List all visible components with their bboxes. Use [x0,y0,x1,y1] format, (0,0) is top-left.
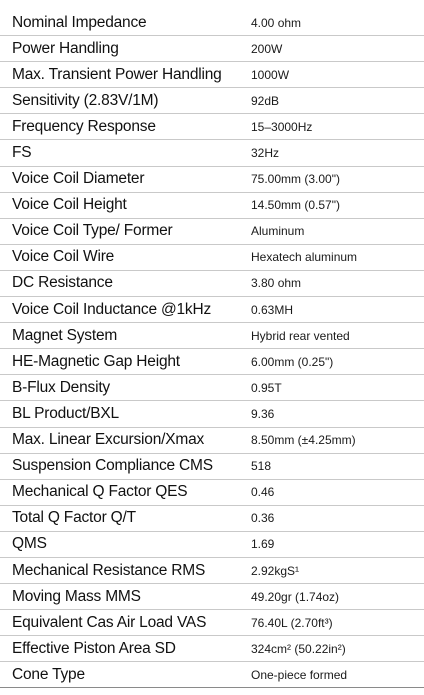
spec-label: Cone Type [12,665,85,683]
spec-value: Aluminum [251,224,305,239]
spec-value: 0.63MH [251,302,294,317]
spec-value: 14.50mm (0.57") [251,198,340,213]
spec-value: 15–3000Hz [251,119,313,134]
spec-row-voice-coil-type [0,219,424,245]
spec-row-voice-coil-diameter [0,167,424,193]
spec-label: Moving Mass MMS [12,587,141,605]
spec-value: 200W [251,41,283,56]
spec-label: Voice Coil Type/ Former [12,222,173,240]
spec-label: Effective Piston Area SD [12,639,176,657]
spec-value: 0.36 [251,511,275,526]
spec-row-cms [0,454,424,480]
spec-value: 76.40L (2.70ft³) [251,615,333,630]
spec-value: 9.36 [251,406,275,421]
spec-row-fs [0,140,424,166]
spec-value: 32Hz [251,146,280,161]
spec-row-vas [0,610,424,636]
spec-row-voice-coil-height [0,193,424,219]
spec-value: Hexatech aluminum [251,250,358,265]
spec-label: Suspension Compliance CMS [12,457,213,475]
spec-label: Nominal Impedance [12,13,147,31]
spec-row-frequency-response [0,114,424,140]
spec-label: Max. Transient Power Handling [12,65,222,83]
spec-row-bl-product [0,401,424,427]
spec-row-magnetic-gap-height [0,349,424,375]
spec-value: 0.46 [251,485,275,500]
spec-row-sensitivity [0,88,424,114]
spec-label: BL Product/BXL [12,404,119,422]
spec-label: Frequency Response [12,117,156,135]
spec-row-rms [0,558,424,584]
spec-label: Total Q Factor Q/T [12,509,136,527]
spec-label: Mechanical Q Factor QES [12,483,188,501]
spec-value: 1000W [251,67,290,82]
spec-row-qms [0,532,424,558]
spec-label: Voice Coil Inductance @1kHz [12,300,212,318]
spec-row-max-transient-power [0,62,424,88]
spec-value: 518 [251,459,272,474]
spec-value: 4.00 ohm [251,15,302,30]
spec-row-sd [0,636,424,662]
spec-row-qt [0,506,424,532]
spec-label: HE-Magnetic Gap Height [12,352,180,370]
spec-value: 2.92kgS¹ [251,563,300,578]
spec-value: 49.20gr (1.74oz) [251,589,340,604]
spec-row-magnet-system [0,323,424,349]
spec-row-cone-type [0,662,424,688]
spec-row-qes [0,480,424,506]
spec-label: Voice Coil Height [12,196,127,214]
spec-label: Equivalent Cas Air Load VAS [12,613,207,631]
spec-value: One-piece formed [251,667,348,682]
spec-row-voice-coil-wire [0,245,424,271]
spec-value: 0.95T [251,380,282,395]
spec-label: B-Flux Density [12,378,110,396]
spec-label: DC Resistance [12,274,113,292]
spec-value: 6.00mm (0.25") [251,354,334,369]
spec-label: FS [12,144,32,162]
spec-row-dc-resistance [0,271,424,297]
spec-row-xmax [0,428,424,454]
spec-label: Max. Linear Excursion/Xmax [12,431,205,449]
spec-label: Voice Coil Wire [12,248,115,266]
spec-value: 3.80 ohm [251,276,302,291]
spec-row-mms [0,584,424,610]
spec-row-voice-coil-inductance [0,297,424,323]
spec-row-b-flux-density [0,375,424,401]
spec-value: 1.69 [251,537,275,552]
spec-label: Magnet System [12,326,118,344]
spec-value: Hybrid rear vented [251,328,350,343]
spec-row-nominal-impedance [0,10,424,36]
spec-value: 324cm² (50.22in²) [251,641,346,656]
spec-value: 92dB [251,93,280,108]
spec-value: 75.00mm (3.00") [251,172,340,187]
spec-value: 8.50mm (±4.25mm) [251,433,356,448]
spec-label: Power Handling [12,39,119,57]
spec-label: Voice Coil Diameter [12,170,145,188]
spec-label: Sensitivity (2.83V/1M) [12,91,159,109]
spec-label: QMS [12,535,47,553]
spec-row-power-handling [0,36,424,62]
spec-label: Mechanical Resistance RMS [12,561,206,579]
